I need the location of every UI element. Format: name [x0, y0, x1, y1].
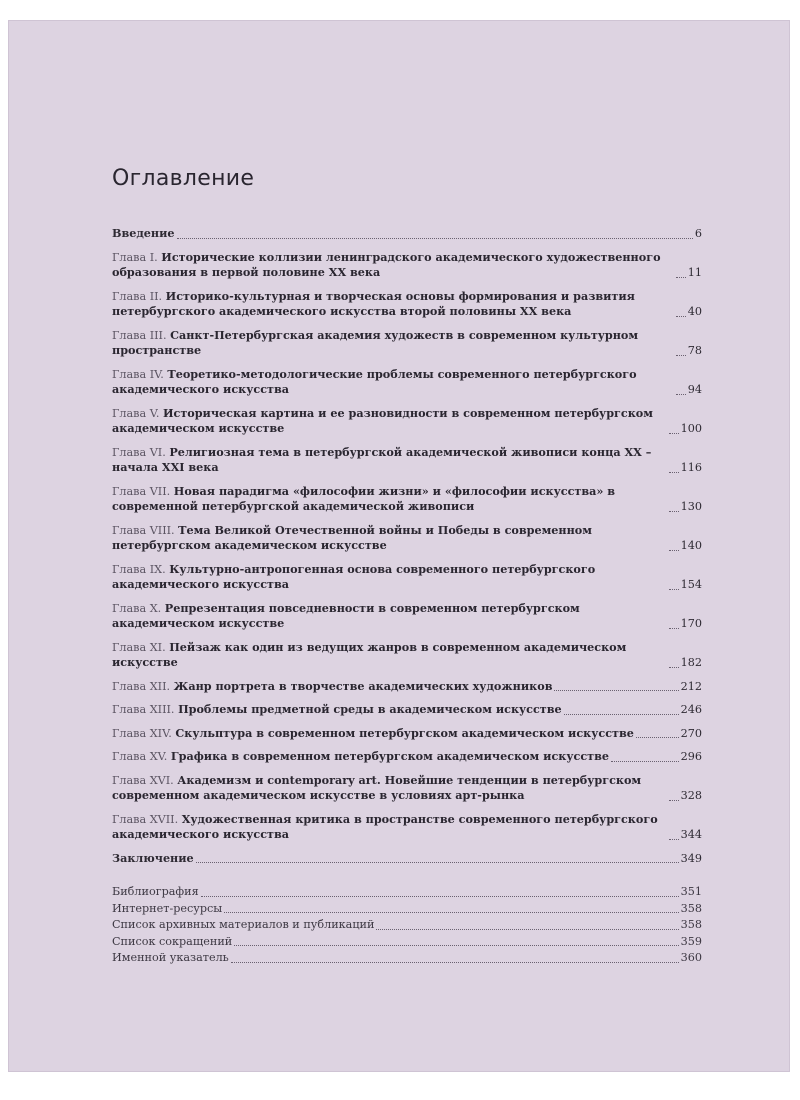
chapter-number: Глава XII.: [112, 679, 171, 693]
dot-leader: [669, 511, 679, 512]
toc-entry-label: [112, 640, 667, 671]
chapter-number: Глава XVI.: [112, 773, 174, 787]
table-of-contents: [112, 226, 702, 967]
toc-entry-chapter[interactable]: [112, 328, 702, 359]
chapter-number: Глава XIV.: [112, 726, 172, 740]
toc-entry-back-matter[interactable]: [112, 934, 702, 950]
dot-leader: [554, 690, 678, 691]
dot-leader: [669, 472, 679, 473]
dot-leader: [676, 277, 686, 278]
toc-entry-chapter[interactable]: [112, 562, 702, 593]
chapter-number: Глава VI.: [112, 445, 166, 459]
dot-leader: [676, 394, 686, 395]
dot-leader: [196, 862, 679, 863]
toc-entry-chapter[interactable]: [112, 445, 702, 476]
dot-leader: [669, 800, 679, 801]
toc-entry-chapter[interactable]: [112, 523, 702, 554]
toc-page-number: 246: [680, 703, 702, 716]
dot-leader: [224, 912, 678, 913]
chapter-title: Санкт-Петербургская академия художеств в современном культурном пространстве: [112, 327, 639, 357]
chapter-title: Культурно-антропогенная основа современного петербургского академического искусства: [112, 561, 596, 591]
toc-entry-label: [112, 367, 674, 398]
chapter-number: Глава III.: [112, 328, 167, 342]
chapter-title: Графика в современном петербургском академическом искусстве: [170, 749, 609, 763]
toc-page-number: 182: [680, 656, 702, 669]
toc-entry-label: [112, 773, 667, 804]
toc-page-number: 116: [680, 461, 702, 474]
chapter-title: Художественная критика в пространстве современного петербургского академического искусства: [112, 811, 658, 841]
dot-leader: [676, 316, 686, 317]
toc-page-number: 212: [680, 679, 702, 693]
dot-leader: [177, 238, 693, 239]
chapter-number: Глава IV.: [112, 367, 164, 381]
toc-entry-label: Список сокращений: [112, 934, 233, 948]
toc-entry-label: [112, 702, 562, 718]
toc-entry-label: Список архивных материалов и публикаций: [112, 918, 375, 931]
dot-leader: [669, 628, 679, 629]
toc-entry-label: [112, 562, 667, 593]
chapter-title: Новая парадигма «философии жизни» и «философии искусства» в современной петербургской академической живописи: [112, 483, 616, 513]
dot-leader: [201, 896, 679, 897]
toc-page-number: 344: [680, 828, 702, 841]
toc-page-number: 154: [680, 578, 702, 591]
toc-page-number: 78: [687, 344, 702, 357]
toc-entry-chapter[interactable]: [112, 640, 702, 671]
toc-page-number: 130: [680, 500, 702, 513]
toc-entry-label: [112, 679, 552, 695]
toc-entry-chapter[interactable]: [112, 367, 702, 398]
toc-page-number: 40: [687, 305, 702, 318]
toc-entry-label: [112, 445, 667, 476]
chapter-number: Глава X.: [112, 601, 162, 615]
dot-leader: [669, 839, 679, 840]
chapter-number: Глава XV.: [112, 750, 168, 763]
toc-entry-chapter[interactable]: [112, 601, 702, 632]
toc-page-number: 170: [680, 617, 702, 630]
dot-leader: [669, 589, 679, 590]
dot-leader: [669, 433, 679, 434]
chapter-title: Тема Великой Отечественной войны и Победы в современном петербургском академическом искусстве: [112, 522, 592, 552]
chapter-number: Глава IX.: [112, 562, 166, 576]
chapter-title: Жанр портрета в творчестве академических художников: [173, 678, 553, 693]
toc-entry-chapter[interactable]: [112, 406, 702, 437]
toc-entry-introduction[interactable]: [112, 226, 702, 242]
dot-leader: [636, 737, 679, 738]
toc-entry-chapter[interactable]: [112, 726, 702, 742]
toc-entry-chapter[interactable]: [112, 702, 702, 718]
toc-page-number: 349: [680, 851, 702, 865]
dot-leader: [669, 667, 679, 668]
toc-entry-chapter[interactable]: [112, 679, 702, 695]
chapter-number: Глава I.: [112, 250, 158, 264]
chapter-number: Глава VII.: [112, 484, 171, 498]
dot-leader: [669, 550, 679, 551]
toc-entry-label: [112, 749, 609, 765]
back-matter-list: [112, 884, 702, 966]
chapter-number: Глава XVII.: [112, 812, 179, 826]
toc-page-number: 296: [680, 750, 702, 763]
chapter-title: Скульптура в современном петербургском академическом искусстве: [175, 725, 634, 740]
toc-entry-chapter[interactable]: [112, 289, 702, 320]
toc-entry-back-matter[interactable]: [112, 901, 702, 917]
toc-entry-conclusion[interactable]: [112, 851, 702, 867]
chapter-title: Историко-культурная и творческая основы формирования и развития петербургского академического искусства второй половины XX века: [112, 288, 635, 318]
toc-entry-chapter[interactable]: [112, 812, 702, 843]
page-title: Оглавление: [112, 166, 255, 191]
toc-page-number: 100: [680, 422, 702, 435]
dot-leader: [564, 714, 679, 715]
toc-entry-label: Введение: [112, 226, 175, 240]
toc-entry-label: [112, 726, 634, 742]
chapter-title: Исторические коллизии ленинградского академического художественного образования в первой половине XX века: [112, 249, 661, 279]
toc-entry-label: Интернет-ресурсы: [112, 901, 223, 915]
toc-entry-label: [112, 289, 674, 320]
dot-leader: [611, 761, 679, 762]
toc-entry-chapter[interactable]: [112, 250, 702, 281]
chapter-title: Пейзаж как один из ведущих жанров в современном академическом искусстве: [112, 639, 627, 669]
toc-page-number: 358: [680, 901, 702, 915]
toc-entry-label: Заключение: [112, 850, 194, 865]
toc-entry-label: [112, 250, 674, 281]
chapter-title: Проблемы предметной среды в академическом искусстве: [178, 702, 562, 716]
toc-entry-label: [112, 328, 674, 359]
toc-entry-back-matter[interactable]: [112, 950, 702, 966]
chapter-title: Репрезентация повседневности в современном петербургском академическом искусстве: [112, 600, 580, 630]
toc-entry-label: [112, 523, 667, 554]
toc-page-number: 358: [680, 918, 702, 931]
toc-page-number: 94: [687, 383, 702, 396]
chapter-number: Глава VIII.: [112, 523, 175, 537]
chapter-title: Историческая картина и ее разновидности в современном петербургском академическом искусстве: [112, 405, 653, 435]
toc-entry-label: [112, 812, 667, 843]
dot-leader: [376, 929, 678, 930]
chapter-number: Глава XI.: [112, 640, 166, 654]
chapter-title: Академизм и contemporary art. Новейшие тенденции в петербургском современном академическом искусстве в условиях арт-рынка: [112, 772, 642, 802]
chapter-number: Глава V.: [112, 406, 160, 420]
toc-page-number: 360: [680, 951, 702, 964]
chapter-list: [112, 250, 702, 843]
toc-entry-back-matter[interactable]: [112, 917, 702, 933]
dot-leader: [234, 945, 678, 946]
chapter-number: Глава II.: [112, 289, 163, 303]
chapter-title: Теоретико-методологические проблемы современного петербургского академического искусства: [112, 366, 637, 396]
toc-page-number: 359: [680, 934, 702, 948]
chapter-number: Глава XIII.: [112, 703, 175, 716]
toc-page-number: 140: [680, 539, 702, 552]
toc-entry-label: Именной указатель: [112, 951, 229, 964]
chapter-title: Религиозная тема в петербургской академической живописи конца XX – начала XXI века: [112, 444, 652, 474]
book-page: [8, 20, 790, 1072]
dot-leader: [231, 962, 679, 963]
toc-entry-label: [112, 601, 667, 632]
toc-entry-label: Библиография: [112, 885, 199, 898]
toc-entry-chapter[interactable]: [112, 749, 702, 765]
dot-leader: [676, 355, 686, 356]
toc-page-number: 270: [680, 726, 702, 740]
toc-entry-label: [112, 406, 667, 437]
toc-entry-chapter[interactable]: [112, 484, 702, 515]
toc-page-number: 328: [680, 789, 702, 802]
toc-entry-chapter[interactable]: [112, 773, 702, 804]
toc-page-number: 6: [694, 227, 702, 240]
toc-page-number: 11: [687, 266, 702, 279]
toc-page-number: 351: [680, 885, 702, 898]
toc-entry-back-matter[interactable]: [112, 884, 702, 900]
toc-entry-label: [112, 484, 667, 515]
